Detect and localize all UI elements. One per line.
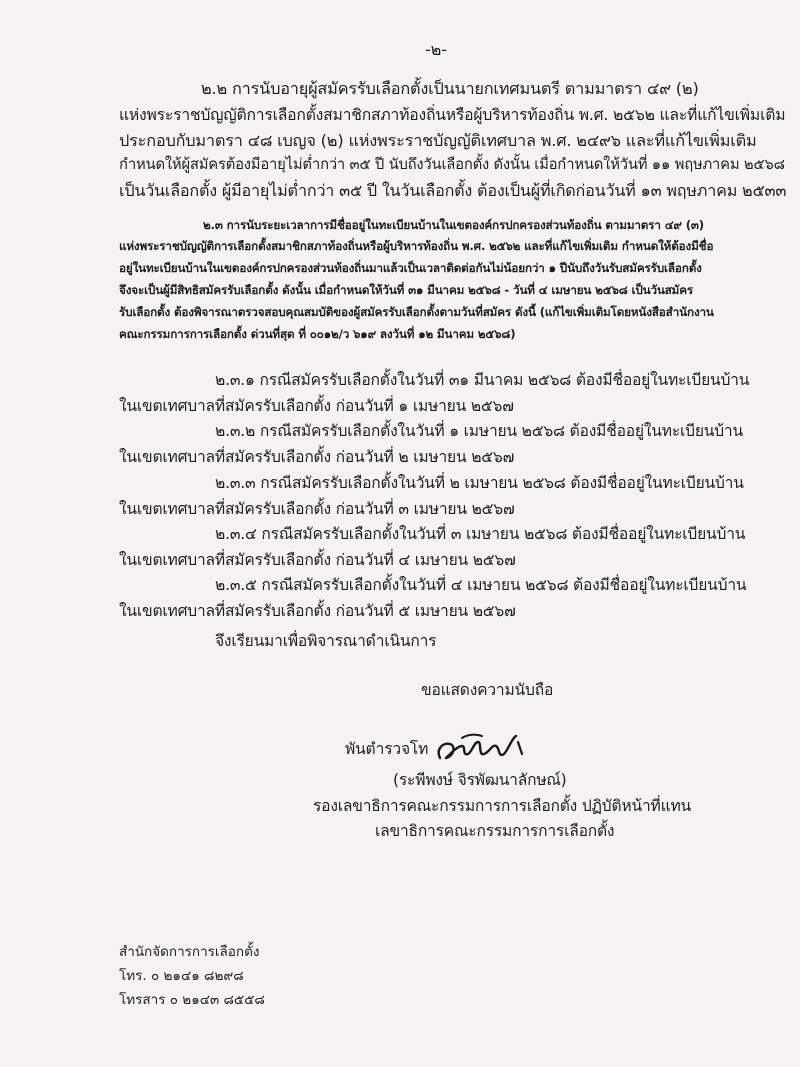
case-item-line2: ในเขตเทศบาลที่สมัครรับเลือกตั้ง ก่อนวันที่ ๔ เมษายน ๒๕๖๗ (119, 551, 516, 569)
section-2-3-line: จึงจะเป็นผู้มีสิทธิสมัครรับเลือกตั้ง ดังนั้น เมื่อกำหนดให้วันที่ ๓๑ มีนาคม ๒๕๖๘ - วันที่ ๔ เมษายน ๒๕๖๘ เป็นวันสมัคร (119, 283, 694, 297)
office-phone: โทร. ๐ ๒๑๔๑ ๘๒๙๘ (119, 968, 244, 984)
page-number: -๒- (425, 40, 447, 59)
case-item-line1: ๒.๓.๔ กรณีสมัครรับเลือกตั้งในวันที่ ๓ เมษายน ๒๕๖๘ ต้องมีชื่ออยู่ในทะเบียนบ้าน (215, 525, 746, 543)
section-2-2-line: แห่งพระราชบัญญัติการเลือกตั้งสมาชิกสภาท้องถิ่นหรือผู้บริหารท้องถิ่น พ.ศ. ๒๕๖๒ และที่แก้ไขเพิ่มเติม (119, 105, 786, 124)
case-item-line1: ๒.๓.๓ กรณีสมัครรับเลือกตั้งในวันที่ ๒ เมษายน ๒๕๖๘ ต้องมีชื่ออยู่ในทะเบียนบ้าน (215, 474, 744, 492)
section-2-3-line: คณะกรรมการการเลือกตั้ง ด่วนที่สุด ที่ ๐๐๑๒/ว ๖๑๙ ลงวันที่ ๑๒ มีนาคม ๒๕๖๘) (119, 327, 516, 341)
section-2-3-line: รับเลือกตั้ง ต้องพิจารณาตรวจสอบคุณสมบัติของผู้สมัครรับเลือกตั้งตามวันที่สมัคร ดังนี้ (แก้ไขเพิ่มเติมโดยหนังสือสำนักงาน (119, 305, 714, 319)
case-item-line2: ในเขตเทศบาลที่สมัครรับเลือกตั้ง ก่อนวันที่ ๕ เมษายน ๒๕๖๗ (119, 602, 516, 620)
section-2-3-line: อยู่ในทะเบียนบ้านในเขตองค์กรปกครองส่วนท้องถิ่นมาแล้วเป็นเวลาติดต่อกันไม่น้อยกว่า ๑ ปีนับถึงวันรับสมัครรับเลือกตั้ง (119, 261, 702, 275)
regards-text: ขอแสดงความนับถือ (421, 681, 554, 699)
signer-title-1: รองเลขาธิการคณะกรรมการการเลือกตั้ง ปฏิบัติหน้าที่แทน (313, 797, 691, 815)
case-item-line2: ในเขตเทศบาลที่สมัครรับเลือกตั้ง ก่อนวันที่ ๑ เมษายน ๒๕๖๗ (119, 397, 514, 415)
section-2-2-line: เป็นวันเลือกตั้ง ผู้มีอายุไม่ต่ำกว่า ๓๕ ปี ในวันเลือกตั้ง ต้องเป็นผู้ที่เกิดก่อนวันที่ ๑๓ พฤษภาคม ๒๕๓๓ (119, 181, 787, 200)
section-2-2-line: ประกอบกับมาตรา ๔๘ เบญจ (๒) แห่งพระราชบัญญัติเทศบาล พ.ศ. ๒๔๙๖ และที่แก้ไขเพิ่มเติม (119, 131, 757, 150)
office-fax: โทรสาร ๐ ๒๑๔๓ ๘๕๕๘ (119, 992, 265, 1008)
section-2-2-line: ๒.๒ การนับอายุผู้สมัครรับเลือกตั้งเป็นนายกเทศมนตรี ตามมาตรา ๔๙ (๒) (201, 79, 699, 98)
case-item-line1: ๒.๓.๕ กรณีสมัครรับเลือกตั้งในวันที่ ๔ เมษายน ๒๕๖๘ ต้องมีชื่ออยู่ในทะเบียนบ้าน (215, 576, 747, 594)
section-2-3-line: ๒.๓ การนับระยะเวลาการมีชื่ออยู่ในทะเบียนบ้านในเขตองค์กรปกครองส่วนท้องถิ่น ตามมาตรา ๔๙ (๓) (203, 218, 704, 232)
signer-rank: พันตำรวจโท (345, 740, 429, 758)
office-name: สำนักจัดการการเลือกตั้ง (119, 944, 260, 960)
signer-title-2: เลขาธิการคณะกรรมการการเลือกตั้ง (375, 822, 615, 840)
section-2-2-line: กำหนดให้ผู้สมัครต้องมีอายุไม่ต่ำกว่า ๓๕ ปี นับถึงวันเลือกตั้ง ดังนั้น เมื่อกำหนดให้วันที่ ๑๑ พฤษภาคม ๒๕๖๘ (119, 156, 785, 173)
case-item-line2: ในเขตเทศบาลที่สมัครรับเลือกตั้ง ก่อนวันที่ ๓ เมษายน ๒๕๖๗ (119, 500, 515, 518)
closing-text: จึงเรียนมาเพื่อพิจารณาดำเนินการ (215, 632, 437, 650)
signer-name: (ระพีพงษ์ จิรพัฒนาลักษณ์) (393, 771, 567, 789)
case-item-line1: ๒.๓.๑ กรณีสมัครรับเลือกตั้งในวันที่ ๓๑ มีนาคม ๒๕๖๘ ต้องมีชื่ออยู่ในทะเบียนบ้าน (215, 371, 750, 389)
case-item-line1: ๒.๓.๒ กรณีสมัครรับเลือกตั้งในวันที่ ๑ เมษายน ๒๕๖๘ ต้องมีชื่ออยู่ในทะเบียนบ้าน (215, 422, 743, 440)
handwritten-signature (432, 728, 528, 768)
case-item-line2: ในเขตเทศบาลที่สมัครรับเลือกตั้ง ก่อนวันที่ ๒ เมษายน ๒๕๖๗ (119, 448, 515, 466)
section-2-3-line: แห่งพระราชบัญญัติการเลือกตั้งสมาชิกสภาท้องถิ่นหรือผู้บริหารท้องถิ่น พ.ศ. ๒๕๖๒ และที่แก้ไขเพิ่มเติม กำหนดให้ต้องมีชื่อ (119, 239, 714, 253)
